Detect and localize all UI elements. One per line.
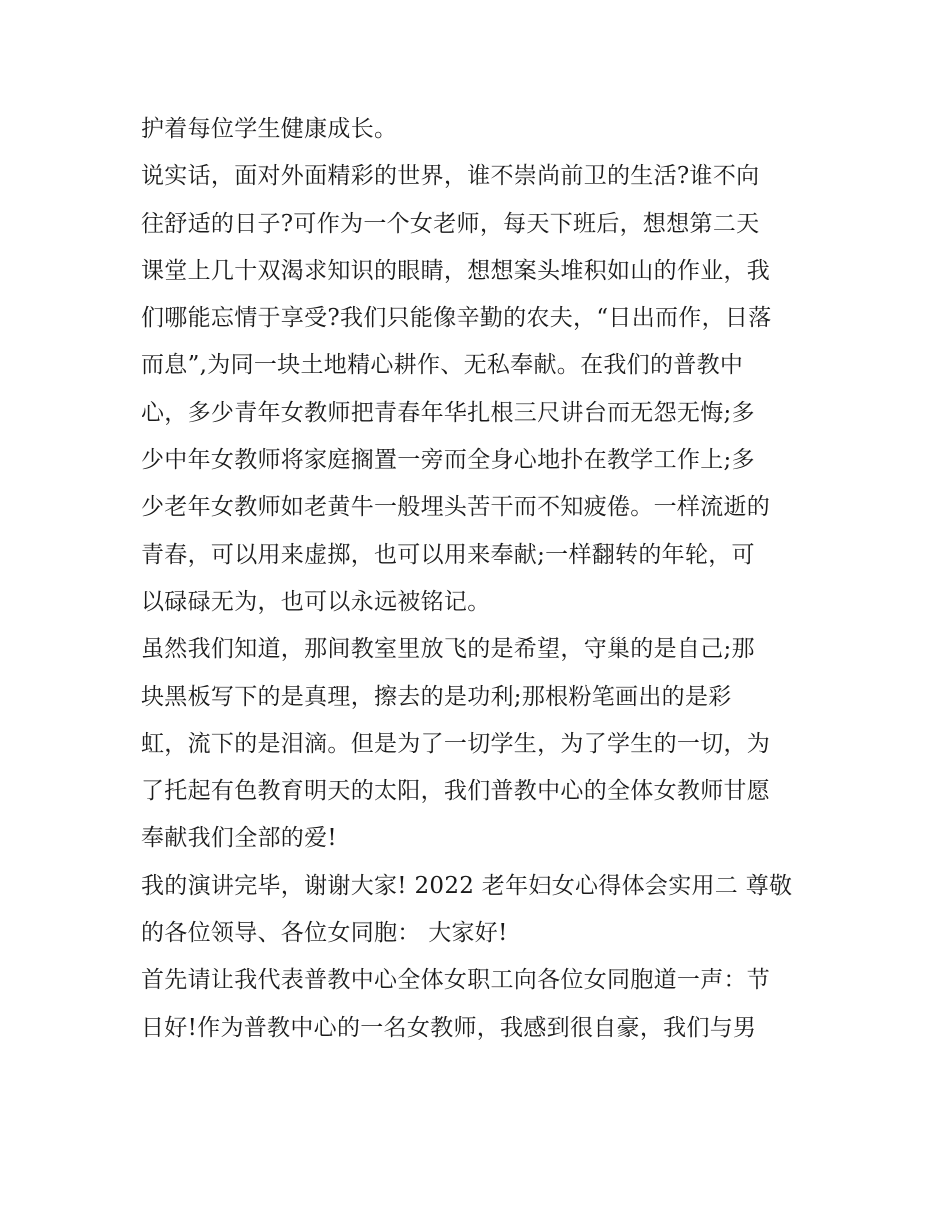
text-line: 少中年女教师将家庭搁置一旁而全身心地扑在教学工作上;多 <box>141 447 755 474</box>
text-line: 心，多少青年女教师把青春年华扎根三尺讲台而无怨无悔;多 <box>141 399 755 426</box>
text-line: 少老年女教师如老黄牛一般埋头苦干而不知疲倦。一样流逝的 <box>141 494 771 521</box>
text-line: 奉献我们全部的爱! <box>141 825 337 852</box>
text-line: 块黑板写下的是真理，擦去的是功利;那根粉笔画出的是彩 <box>141 683 732 710</box>
text-line: 我的演讲完毕，谢谢大家! 2022 老年妇女心得体会实用二 尊敬 <box>141 872 793 899</box>
text-line: 虹，流下的是泪滴。但是为了一切学生，为了学生的一切，为 <box>141 730 771 757</box>
body-text <box>141 106 821 1052</box>
text-line: 虽然我们知道，那间教室里放飞的是希望，守巢的是自己;那 <box>141 636 755 663</box>
text-line: 青春，可以用来虚掷，也可以用来奉献;一样翻转的年轮，可 <box>141 541 755 568</box>
text-line: 护着每位学生健康成长。 <box>141 116 398 142</box>
text-line: 日好!作为普教中心的一名女教师，我感到很自豪，我们与男 <box>141 1014 757 1041</box>
text-line: 们哪能忘情于享受?我们只能像辛勤的农夫，“日出而作，日落 <box>141 305 772 332</box>
text-line: 而息”,为同一块土地精心耕作、无私奉献。在我们的普教中 <box>141 352 744 379</box>
text-line: 往舒适的日子?可作为一个女老师，每天下班后，想想第二天 <box>141 210 760 237</box>
text-line: 以碌碌无为，也可以永远被铭记。 <box>141 588 491 615</box>
text-line: 了托起有色教育明天的太阳，我们普教中心的全体女教师甘愿 <box>141 778 771 805</box>
text-line: 的各位领导、各位女同胞： 大家好! <box>141 920 508 947</box>
text-line: 首先请让我代表普教中心全体女职工向各位女同胞道一声：节 <box>141 967 771 994</box>
text-line: 课堂上几十双渴求知识的眼睛，想想案头堆积如山的作业，我 <box>141 257 771 284</box>
text-line: 说实话，面对外面精彩的世界，谁不崇尚前卫的生活?谁不向 <box>141 163 760 190</box>
